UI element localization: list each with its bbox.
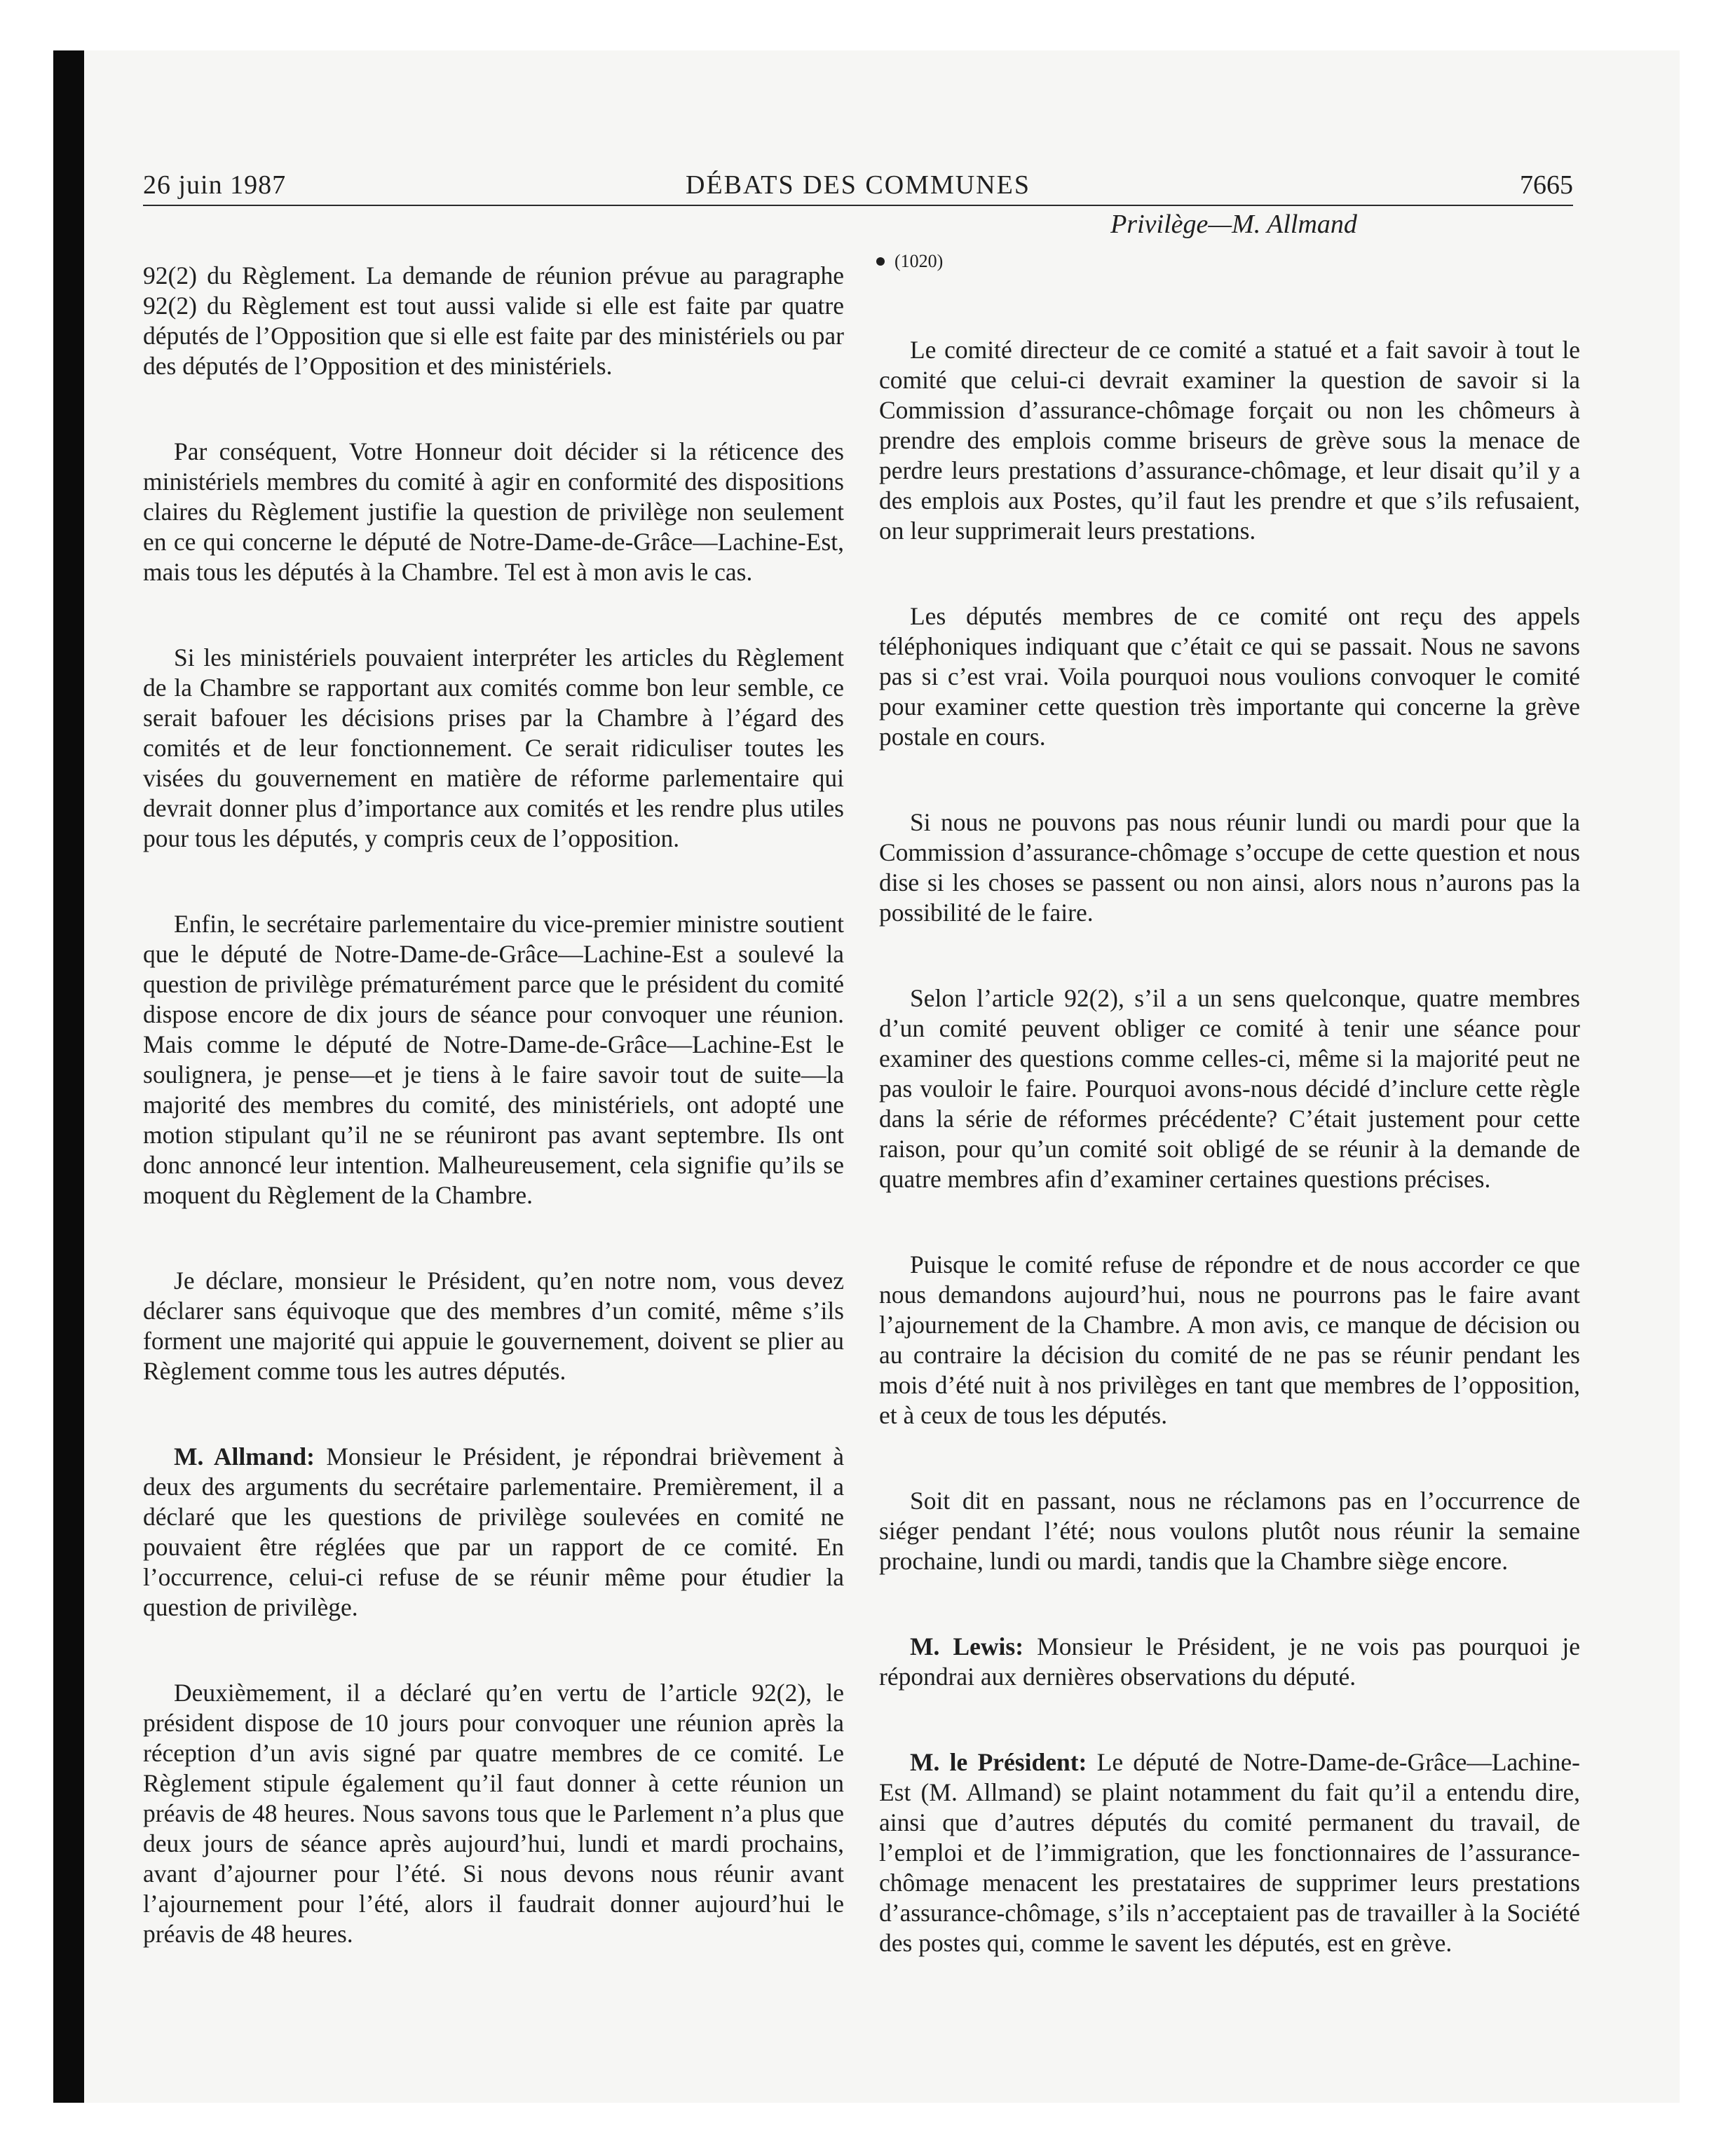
scan-border xyxy=(53,50,84,2103)
speaker-name: M. Allmand: xyxy=(174,1442,315,1471)
speech-text: Monsieur le Président, je répondrai brièvement à deux des arguments du secrétaire parlementaire. Premièrement, il a déclaré que les questions de privilège soulevées en comité ne pouvaient être réglées que par un rapport de ce comité. En l’occurrence, celui-ci refuse de se réunir même pour étudier la question de privilège. xyxy=(143,1442,845,1621)
header-title: DÉBATS DES COMMUNES xyxy=(686,170,1030,200)
timestamp-marker xyxy=(876,251,943,272)
paragraph: Par conséquent, Votre Honneur doit décider si la réticence des ministériels membres du comité à agir en conformité des dispositions claires du Règlement justifie la question de privilège non seulement en ce qui concerne le député de Notre-Dame-de-Grâce—Lachine-Est, mais tous les députés à la Chambre. Tel est à mon avis le cas. xyxy=(143,437,844,586)
left-column xyxy=(143,261,844,2005)
paragraph xyxy=(143,1442,844,1623)
speech-text: Le député de Notre-Dame-de-Grâce—Lachine-Est (M. Allmand) se plaint notamment du fait qu’il a entendu dire, ainsi que d’autres députés du comité permanent du travail, de l’emploi et de l’immigration, que les fonctionnaires de l’assurance-chômage menacent les prestataires de supprimer leurs prestations d’assurance-chômage, s’ils n’acceptaient pas de travailler à la Société des postes qui, comme le savent les députés, est en grève. xyxy=(879,1748,1580,1957)
paragraph: Selon l’article 92(2), s’il a un sens quelconque, quatre membres d’un comité peuvent obliger ce comité à tenir une séance pour examiner des questions comme celles-ci, même si la majorité peut ne pas vouloir le faire. Pourquoi avons-nous décidé d’inclure cette règle dans la série de réformes précédente? C’était justement pour cette raison, pour qu’un comité soit obligé de se réunir à la demande de quatre membres afin d’examiner certaines questions précises. xyxy=(879,984,1580,1193)
page-header xyxy=(143,161,1573,206)
speaker-name: M. le Président: xyxy=(910,1748,1087,1776)
header-date: 26 juin 1987 xyxy=(143,170,287,200)
right-column xyxy=(879,335,1580,2014)
paragraph xyxy=(879,1747,1580,1958)
paragraph: Le comité directeur de ce comité a statué et a fait savoir à tout le comité que celui-ci devrait examiner la question de savoir si la Commission d’assurance-chômage forçait ou non les chômeurs à prendre des emplois comme briseurs de grève sous la menace de perdre leurs prestations d’assurance-chômage, et leur disait qu’il y a des emplois aux Postes, qu’il faut les prendre et que s’ils refusaient, on leur supprimerait leurs prestations. xyxy=(879,336,1580,545)
header-page-number: 7665 xyxy=(1520,170,1573,200)
section-rubric: Privilège—M. Allmand xyxy=(1110,210,1357,239)
paragraph: 92(2) du Règlement. La demande de réunion prévue au paragraphe 92(2) du Règlement est tout aussi valide si elle est faite par quatre députés de l’Opposition que si elle est faite par des ministériels ou par des députés de l’Opposition et des ministériels. xyxy=(143,261,844,380)
paragraph: Soit dit en passant, nous ne réclamons pas en l’occurrence de siéger pendant l’été; nous voulons plutôt nous réunir la semaine prochaine, lundi ou mardi, tandis que la Chambre siège encore. xyxy=(879,1487,1580,1575)
bullet-icon xyxy=(876,257,885,266)
paragraph: Je déclare, monsieur le Président, qu’en notre nom, vous devez déclarer sans équivoque que des membres d’un comité, même s’ils forment une majorité qui appuie le gouvernement, doivent se plier au Règlement comme tous les autres députés. xyxy=(143,1267,844,1385)
paragraph: Si nous ne pouvons pas nous réunir lundi ou mardi pour que la Commission d’assurance-chômage s’occupe de cette question et nous dise si les choses se passent ou non ainsi, alors nous n’aurons pas la possibilité de le faire. xyxy=(879,808,1580,927)
speaker-name: M. Lewis: xyxy=(910,1632,1024,1660)
paragraph: Enfin, le secrétaire parlementaire du vice-premier ministre soutient que le député de Notre-Dame-de-Grâce—Lachine-Est a soulevé la question de privilège prématurément parce que le président du comité dispose encore de dix jours de séance pour convoquer une réunion. Mais comme le député de Notre-Dame-de-Grâce—Lachine-Est le soulignera, je pense—et je tiens à le faire savoir tout de suite—la majorité des membres du comité, des ministériels, ont adopté une motion stipulant qu’il ne se réuniront pas avant septembre. Ils ont donc annoncé leur intention. Malheureusement, cela signifie qu’ils se moquent du Règlement de la Chambre. xyxy=(143,910,844,1209)
paragraph: Les députés membres de ce comité ont reçu des appels téléphoniques indiquant que c’était ce qui se passait. Nous ne savons pas si c’est vrai. Voila pourquoi nous voulions convoquer le comité pour examiner cette question très importante qui concerne la grève postale en cours. xyxy=(879,602,1580,751)
timestamp-text: (1020) xyxy=(894,251,944,271)
paragraph: Puisque le comité refuse de répondre et de nous accorder ce que nous demandons aujourd’hui, nous ne pourrons pas le faire avant l’ajournement de la Chambre. A mon avis, ce manque de décision ou au contraire la décision du comité de ne pas se réunir pendant les mois d’été nuit à nos privilèges en tant que membres de l’opposition, et à ceux de tous les députés. xyxy=(879,1250,1580,1429)
paragraph: Si les ministériels pouvaient interpréter les articles du Règlement de la Chambre se rapportant aux comités comme bon leur semble, ce serait bafouer les décisions prises par la Chambre à l’égard des comités et de leur fonctionnement. Ce serait ridiculiser toutes les visées du gouvernement en matière de réforme parlementaire qui devrait donner plus d’importance aux comités et les rendre plus utiles pour tous les députés, y compris ceux de l’opposition. xyxy=(143,643,844,852)
paragraph: Deuxièmement, il a déclaré qu’en vertu de l’article 92(2), le président dispose de 10 jours pour convoquer une réunion après la réception d’un avis signé par quatre membres de ce comité. Le Règlement stipule également qu’il faut donner à cette réunion un préavis de 48 heures. Nous savons tous que le Parlement n’a plus que deux jours de séance après aujourd’hui, lundi et mardi prochains, avant d’ajourner pour l’été. Si nous devons nous réunir avant l’ajournement pour l’été, alors il faudrait donner aujourd’hui le préavis de 48 heures. xyxy=(143,1679,844,1948)
speech-text: Monsieur le Président, je ne vois pas pourquoi je répondrai aux dernières observations du député. xyxy=(879,1632,1580,1691)
paragraph xyxy=(879,1632,1580,1692)
